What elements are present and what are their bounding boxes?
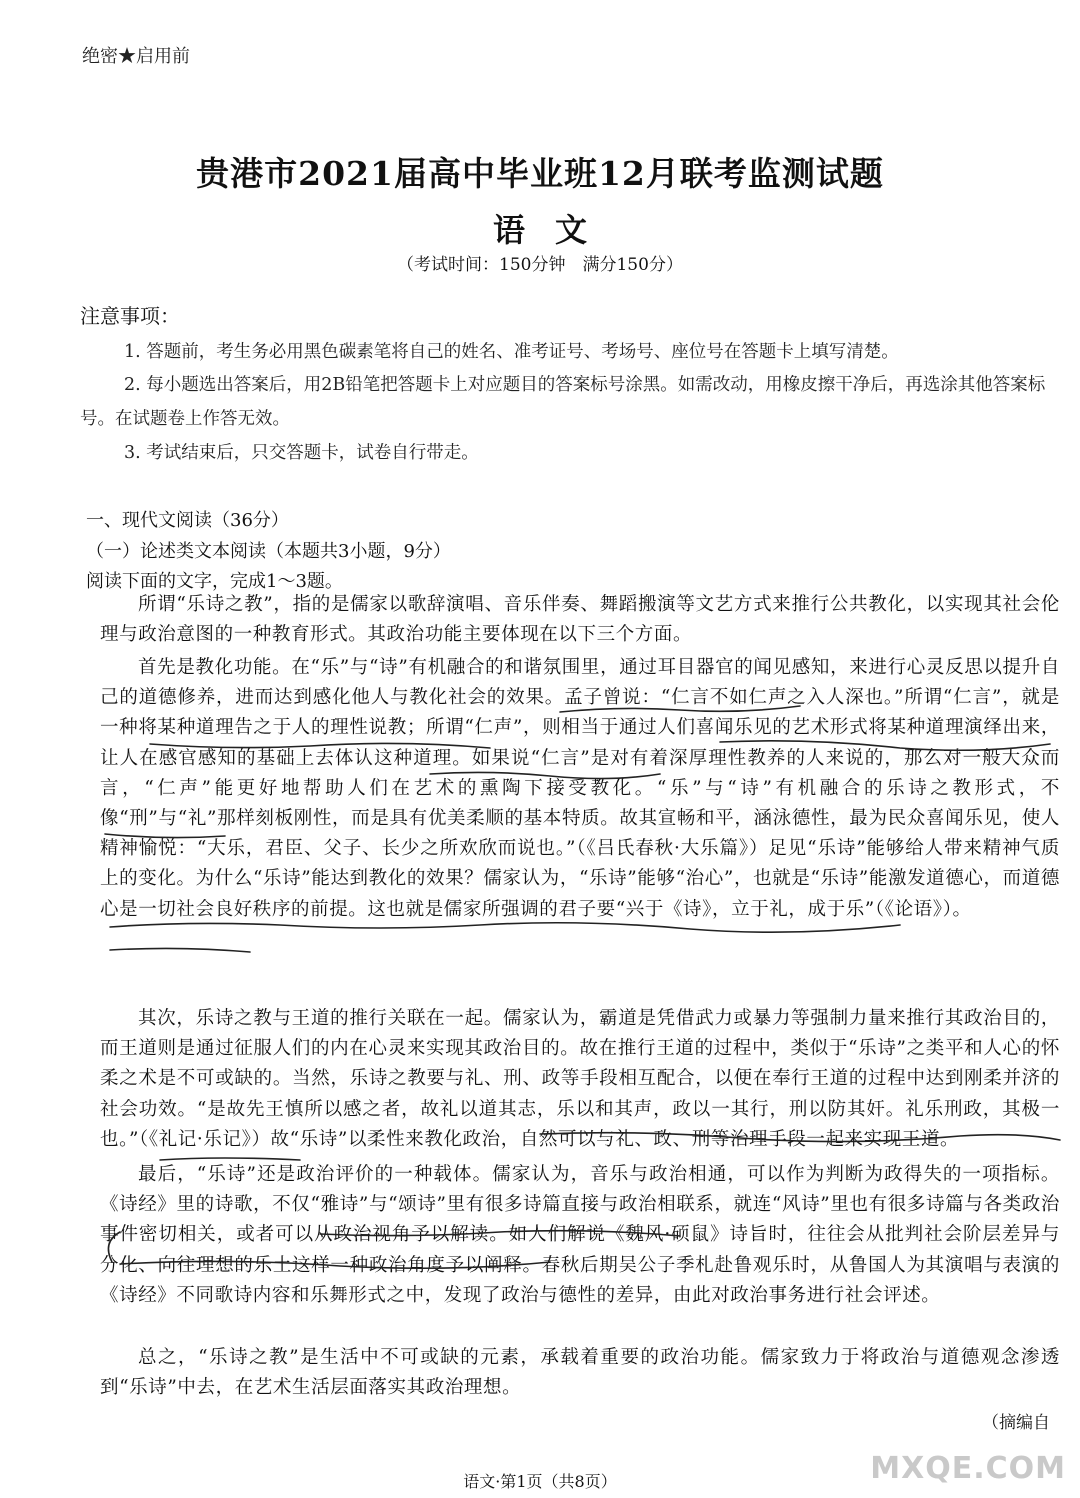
notice-item: 2. 每小题选出答案后，用2B铅笔把答题卡上对应题目的答案标号涂黑。如需改动，用橡皮擦干净后，再选涂其他答案标号。在试题卷上作答无效。 bbox=[80, 375, 1046, 429]
watermark-logo: MXQE.COM bbox=[870, 1451, 1066, 1486]
section-instruction: 阅读下面的文字，完成1～3题。 bbox=[86, 571, 343, 592]
exam-title: 贵港市2021届高中毕业班12月联考监测试题 bbox=[196, 154, 884, 193]
notice-item: 3. 考试结束后，只交答题卡，试卷自行带走。 bbox=[124, 443, 479, 463]
underline-mark bbox=[110, 948, 250, 952]
passage-paragraph: 所谓“乐诗之教”，指的是儒家以歌辞演唱、音乐伴奏、舞蹈搬演等文艺方式来推行公共教化，以实现其社会伦理与政治意图的一种教育形式。其政治功能主要体现在以下三个方面。 bbox=[100, 594, 1060, 646]
passage-paragraph: 首先是教化功能。在“乐”与“诗”有机融合的和谐氛围里，通过耳目器官的闻见感知，来进行心灵反思以提升自己的道德修养，进而达到感化他人与教化社会的效果。孟子曾说：“仁言不如仁声之入人深也。”所谓“仁言”，就是一种将某种道理告之于人的理性说教；所谓“仁声”，则相当于通过人们喜闻乐见的艺术形式将某种道理演绎出来，让人在感官感知的基础上去体认这种道理。如果说“仁言”是对有着深厚理性教养的人来说的，那么对一般大众而言，“仁声”能更好地帮助人们在艺术的熏陶下接受教化。“乐”与“诗”有机融合的乐诗之教形式，不像“刑”与“礼”那样刻板刚性，而是具有优美柔顺的基本特质。故其宣畅和平，涵泳德性，最为民众喜闻乐见，使人精神愉悦：“大乐，君臣、父子、长少之所欢欣而说也。”（《吕氏春秋·大乐篇》）足见“乐诗”能够给人带来精神气质上的变化。为什么“乐诗”能达到教化的效果？儒家认为，“乐诗”能够“治心”，也就是“乐诗”能激发道德心，而道德心是一切社会良好秩序的前提。这也就是儒家所强调的君子要“兴于《诗》，立于礼，成于乐”（《论语》）。 bbox=[100, 657, 1060, 920]
notice-item: 1. 答题前，考生务必用黑色碳素笔将自己的姓名、准考证号、考场号、座位号在答题卡上填写清楚。 bbox=[124, 342, 899, 362]
section-heading: 一、现代文阅读（36分） bbox=[86, 510, 289, 531]
subject-title: 语文 bbox=[492, 211, 617, 249]
passage-paragraph: 最后，“乐诗”还是政治评价的一种载体。儒家认为，音乐与政治相通，可以作为判断为政得失的一项指标。《诗经》里的诗歌，不仅“雅诗”与“颂诗”里有很多诗篇直接与政治相联系，就连“风诗”里也有很多诗篇与各类政治事件密切相关，或者可以从政治视角予以解读。如人们解说《魏风·硕鼠》诗旨时，往往会从批判社会阶层差异与分化、向往理想的乐土这样一种政治角度予以阐释。春秋后期吴公子季札赴鲁观乐时，从鲁国人为其演唱与表演的《诗经》不同歌诗内容和乐舞形式之中，发现了政治与德性的差异，由此对政治事务进行社会评述。 bbox=[100, 1164, 1060, 1306]
exam-info: （考试时间：150分钟 满分150分） bbox=[397, 255, 683, 275]
passage-paragraph: 总之，“乐诗之教”是生活中不可或缺的元素，承载着重要的政治功能。儒家致力于将政治与道德观念渗透到“乐诗”中去，在艺术生活层面落实其政治理想。 bbox=[100, 1347, 1060, 1399]
section-subheading: （一）论述类文本阅读（本题共3小题，9分） bbox=[86, 541, 451, 562]
source-citation: （摘编自 bbox=[982, 1413, 1050, 1433]
page-footer: 语文·第1页（共8页） bbox=[463, 1472, 617, 1491]
secret-mark: 绝密★启用前 bbox=[82, 46, 190, 67]
passage-paragraph: 其次，乐诗之教与王道的推行关联在一起。儒家认为，霸道是凭借武力或暴力等强制力量来推行其政治目的，而王道则是通过征服人们的内在心灵来实现其政治目的。故在推行王道的过程中，类似于“乐诗”之类平和人心的怀柔之术是不可或缺的。当然，乐诗之教要与礼、刑、政等手段相互配合，以便在奉行王道的过程中达到刚柔并济的社会功效。“是故先王慎所以感之者，故礼以道其志，乐以和其声，政以一其行，刑以防其奸。礼乐刑政，其极一也。”（《礼记·乐记》）故“乐诗”以柔性来教化政治，自然可以与礼、政、刑等治理手段一起来实现王道。 bbox=[100, 1008, 1060, 1150]
notice-heading: 注意事项： bbox=[80, 304, 180, 328]
